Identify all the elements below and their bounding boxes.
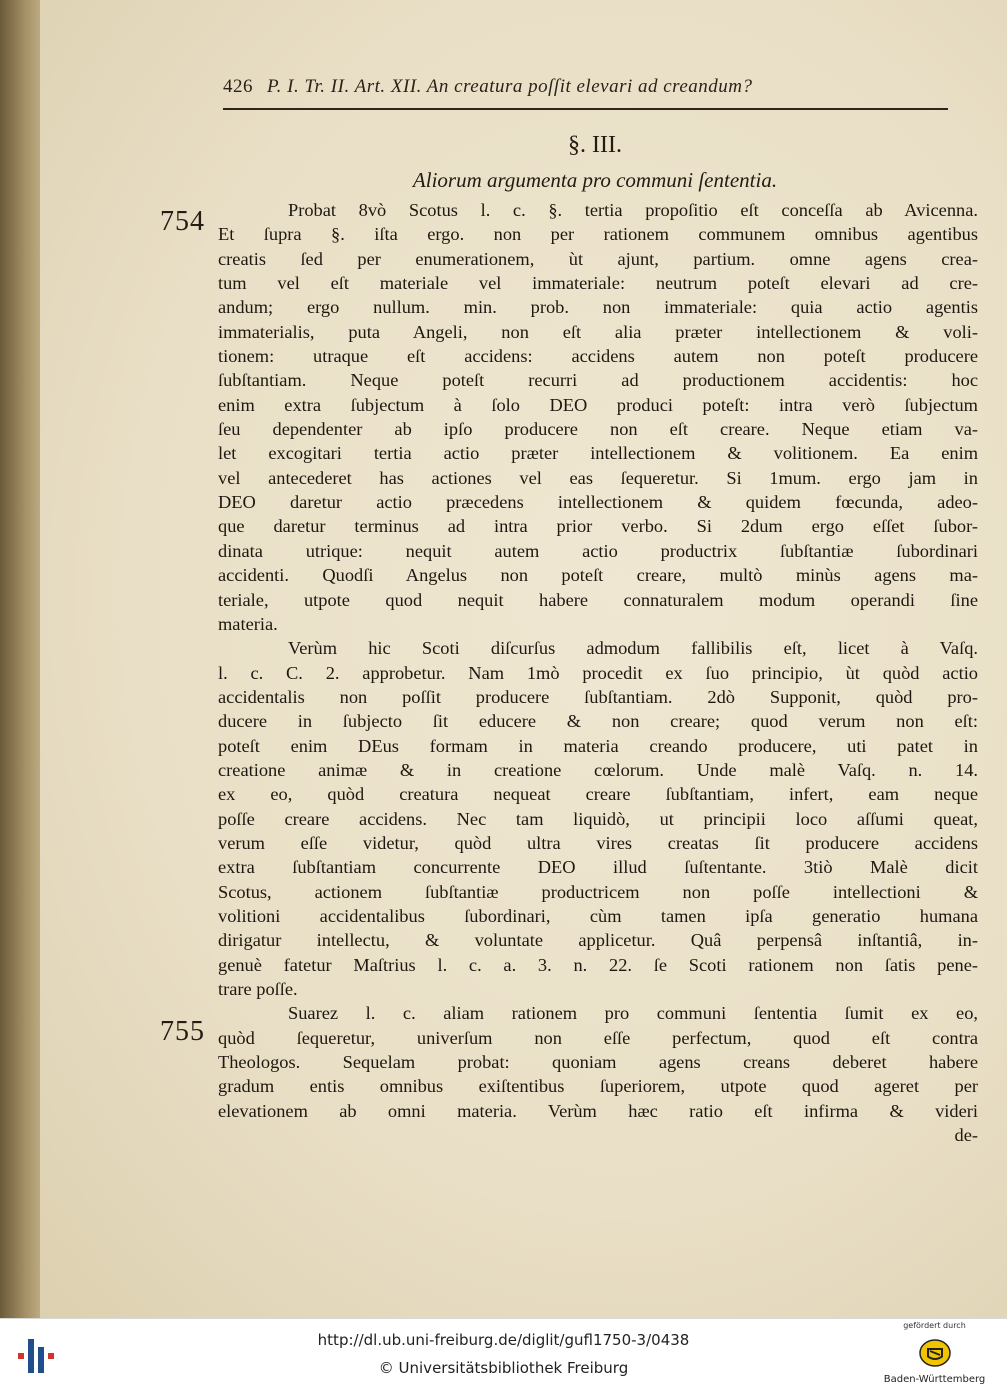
text-line: trare poſſe. bbox=[218, 979, 298, 999]
viewer-footer bbox=[0, 1318, 1007, 1390]
text-line: dirigatur intellectu, & voluntate applicetur. Quâ perpensâ inſtantiâ, in- bbox=[218, 930, 978, 951]
text-line: dinata utrique: nequit autem actio productrix ſubſtantiæ ſubordinari bbox=[218, 540, 978, 561]
text-line: elevationem ab omni materia. Verùm hæc ratio eſt infirma & videri bbox=[218, 1100, 978, 1121]
text-line: poteſt enim DEus formam in materia creando producere, uti patet in bbox=[218, 735, 978, 756]
text-line: tum vel eſt materiale vel immateriale: neutrum poteſt elevari ad cre- bbox=[218, 273, 978, 294]
text-line: tionem: utraque eſt accidens: accidens autem non poteſt producere bbox=[218, 346, 978, 367]
permalink-url[interactable]: http://dl.ub.uni-freiburg.de/diglit/gufl1750-3/0438 bbox=[317, 1331, 690, 1349]
text-line: Scotus, actionem ſubſtantiæ productricem non poſſe intellectioni & bbox=[218, 881, 978, 902]
text-line: Theologos. Sequelam probat: quoniam agens creans deberet habere bbox=[218, 1052, 978, 1073]
text-line: materia. bbox=[218, 613, 278, 634]
running-head bbox=[223, 76, 953, 102]
text-line: DEO daretur actio præcedens intellectionem & quidem fœcunda, adeo- bbox=[218, 492, 978, 513]
text-line: immaterialis, puta Angeli, non eſt alia præter intellectionem & voli- bbox=[218, 321, 978, 342]
copyright-notice: © Universitätsbibliothek Freiburg bbox=[378, 1359, 629, 1377]
text-line: quòd ſequeretur, univerſum non eſſe perfectum, quod eſt contra bbox=[218, 1027, 978, 1048]
text-line: volitioni accidentalibus ſubordinari, cùm tamen ipſa generatio humana bbox=[218, 905, 978, 926]
text-line: ex eo, quòd creatura nequeat creare ſubſtantiam, infert, eam neque bbox=[218, 784, 978, 805]
text-line: extra ſubſtantiam concurrente DEO illud ſuſtentante. 3tiò Malè dicit bbox=[218, 857, 978, 878]
catchword: de- bbox=[954, 1125, 978, 1146]
text-line: accidentalis non poſſit producere ſubſtantiam. 2dò Supponit, quòd pro- bbox=[218, 686, 978, 707]
text-line: gradum entis omnibus exiſtentibus ſuperiorem, utpote quod ageret per bbox=[218, 1076, 978, 1097]
text-line: Verùm hic Scoti diſcurſus admodum fallibilis eſt, licet à Vaſq. bbox=[288, 638, 978, 659]
text-line: ſeu dependenter ab ipſo producere non eſt creare. Neque etiam va- bbox=[218, 419, 978, 440]
sponsor-caption: gefördert durch bbox=[903, 1321, 966, 1330]
text-line: let excogitari tertia actio præter intellectionem & volitionem. Ea enim bbox=[218, 443, 978, 464]
header-rule bbox=[223, 108, 948, 110]
text-line: Suarez l. c. aliam rationem pro communi ſententia ſumit ex eo, bbox=[288, 1003, 978, 1024]
text-line: verum eſſe videtur, quòd ultra vires creatas ſit producere accidens bbox=[218, 832, 978, 853]
text-line: que daretur terminus ad intra prior verbo. Si 2dum ergo eſſet ſubor- bbox=[218, 516, 978, 537]
text-line: creatione animæ & in creatione cœlorum. Unde malè Vaſq. n. 14. bbox=[218, 759, 978, 780]
text-line: teriale, utpote quod nequit habere connaturalem modum operandi ſine bbox=[218, 589, 978, 610]
text-line: vel antecederet has actiones vel eas ſequeretur. Si 1mum. ergo jam in bbox=[218, 467, 978, 488]
text-line: Et ſupra §. iſta ergo. non per rationem communem omnibus agentibus bbox=[218, 224, 978, 245]
text-line: ducere in ſubjecto ſit educere & non creare; quod verum non eſt: bbox=[218, 711, 978, 732]
text-line: poſſe creare accidens. Nec tam liquidò, ut principii loco aſſumi queat, bbox=[218, 808, 978, 829]
crest-icon bbox=[919, 1339, 951, 1367]
margin-number: 755 bbox=[160, 1016, 205, 1047]
section-title: Aliorum argumenta pro communi ſententia. bbox=[412, 168, 778, 192]
margin-number: 754 bbox=[160, 206, 205, 237]
page-number: 426 bbox=[223, 76, 253, 97]
text-line: ſubſtantiam. Neque poteſt recurri ad productionem accidentis: hoc bbox=[218, 370, 978, 391]
section-number: §. III. bbox=[568, 132, 622, 158]
running-head-title: P. I. Tr. II. Art. XII. An creatura poſſit elevari ad creandum? bbox=[267, 76, 753, 97]
text-line: l. c. C. 2. approbetur. Nam 1mò procedit ex ſuo principio, ùt quòd actio bbox=[218, 662, 978, 683]
sponsor-name: Baden-Württemberg bbox=[883, 1374, 986, 1385]
text-line: enim extra ſubjectum à ſolo DEO produci poteſt: intra verò ſubjectum bbox=[218, 394, 978, 415]
body-text bbox=[218, 198, 978, 1147]
text-line: andum; ergo nullum. min. prob. non immateriale: quia actio agentis bbox=[218, 297, 978, 318]
text-line: Probat 8vò Scotus l. c. §. tertia propoſitio eſt conceſſa ab Avicenna. bbox=[288, 200, 978, 220]
sponsor-block bbox=[872, 1321, 997, 1387]
text-line: genuè fatetur Maſtrius l. c. a. 3. n. 22. ſe Scoti rationem non ſatis pene- bbox=[218, 954, 978, 975]
text-line: accidenti. Quodſi Angelus non poteſt creare, multò minùs agens ma- bbox=[218, 565, 978, 586]
text-line: creatis ſed per enumerationem, ùt ajunt, partium. omne agens crea- bbox=[218, 248, 978, 269]
